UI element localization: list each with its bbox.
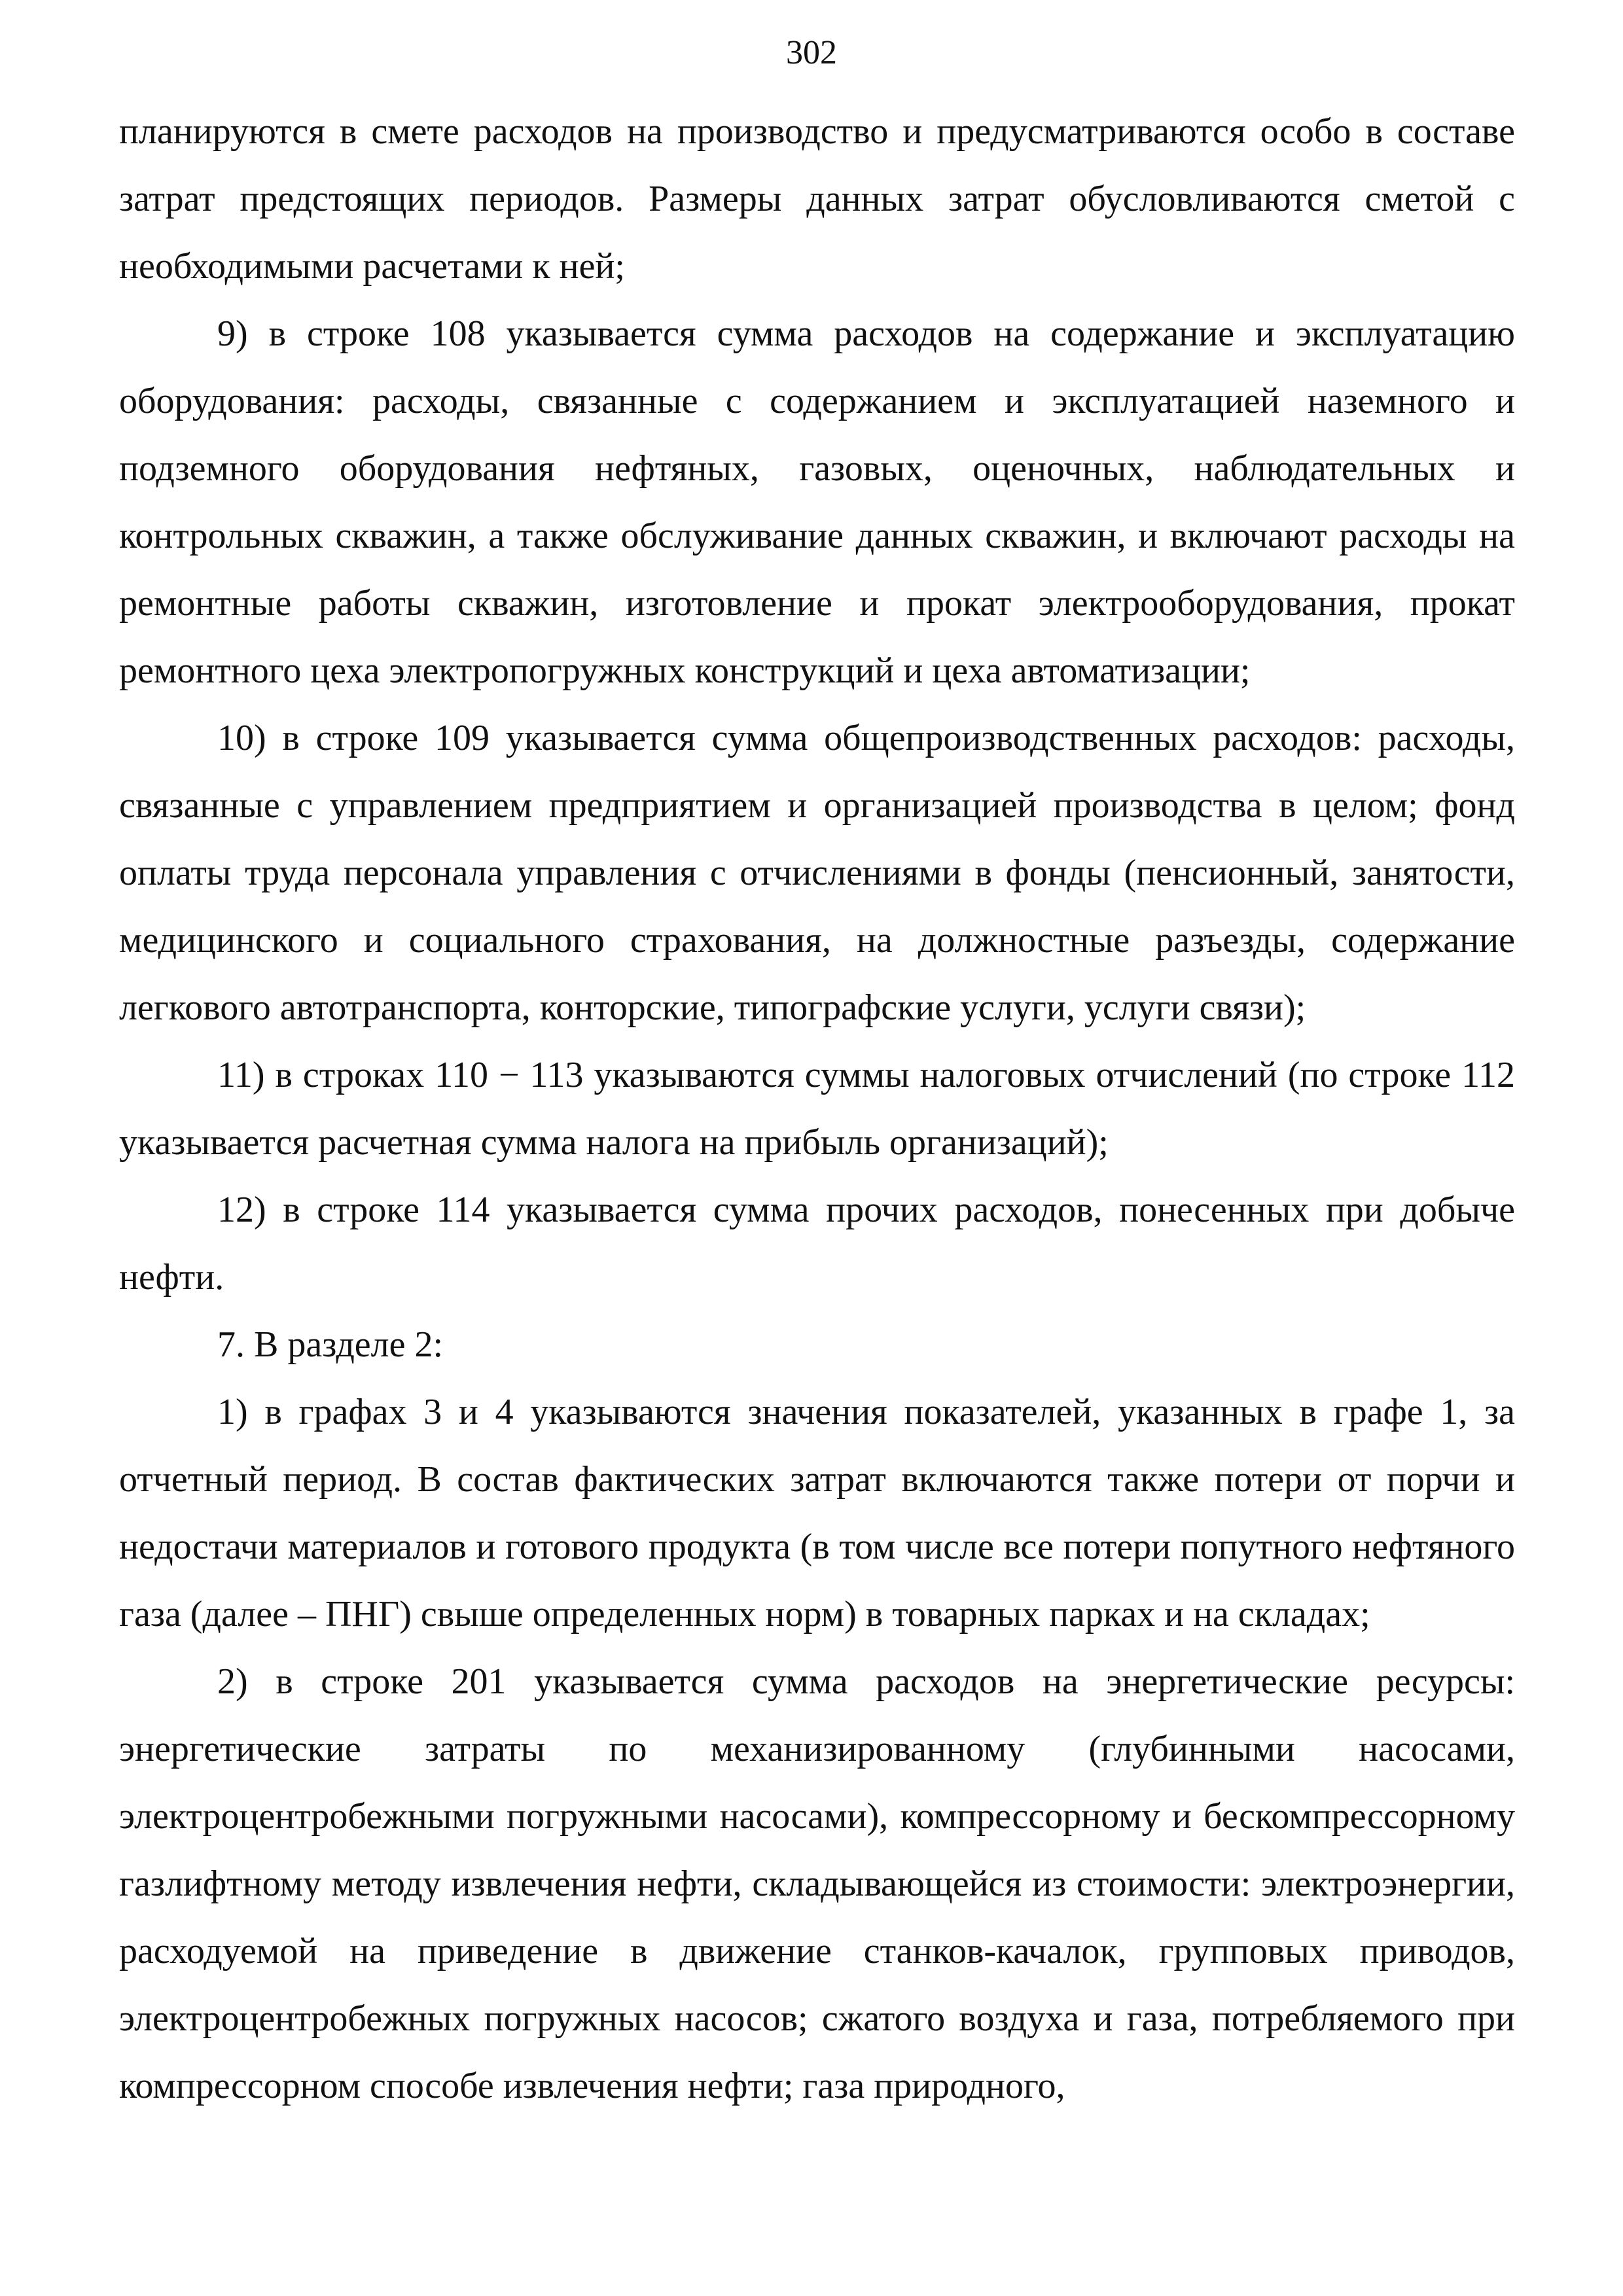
paragraph-6: 7. В разделе 2: [217, 1324, 444, 1365]
paragraph-2: 9) в строке 108 указывается сумма расходов на содержание и эксплуатацию оборудования: расходы, связанные с содержанием и эксплуатацией наземного и подземного оборудования нефтяных, газовых, оценочных, наблюдательных и контрольных скважин, а также обслуживание данных скважин, и включают расходы на ремонтные работы скважин, изготовление и прокат электрооборудования, прокат ремонтного цеха электропогружных конструкций и цеха автоматизации; [119, 313, 1515, 691]
paragraph-1: планируются в смете расходов на производство и предусматриваются особо в составе затрат предстоящих периодов. Размеры данных затрат обусловливаются сметой с необходимыми расчетами к ней; [119, 111, 1515, 287]
page-number: 302 [786, 34, 837, 71]
paragraph-4: 11) в строках 110 − 113 указываются суммы налоговых отчислений (по строке 112 указывается расчетная сумма налога на прибыль организаций); [119, 1055, 1515, 1163]
document-body [119, 98, 1515, 2120]
paragraph-5: 12) в строке 114 указывается сумма прочих расходов, понесенных при добыче нефти. [119, 1190, 1515, 1298]
paragraph-7: 1) в графах 3 и 4 указываются значения показателей, указанных в графе 1, за отчетный период. В состав фактических затрат включаются также потери от порчи и недостачи материалов и готового продукта (в том числе все потери попутного нефтяного газа (далее – ПНГ) свыше определенных норм) в товарных парках и на складах; [119, 1392, 1515, 1634]
paragraph-8: 2) в строке 201 указывается сумма расходов на энергетические ресурсы: энергетические затраты по механизированному (глубинными насосами, электроцентробежными погружными насосами), компрессорному и бескомпрессорному газлифтному методу извлечения нефти, складывающейся из стоимости: электроэнергии, расходуемой на приведение в движение станков-качалок, групповых приводов, электроцентробежных погружных насосов; сжатого воздуха и газа, потребляемого при компрессорном способе извлечения нефти; газа природного, [119, 1661, 1515, 2106]
paragraph-3: 10) в строке 109 указывается сумма общепроизводственных расходов: расходы, связанные с управлением предприятием и организацией производства в целом; фонд оплаты труда персонала управления с отчислениями в фонды (пенсионный, занятости, медицинского и социального страхования, на должностные разъезды, содержание легкового автотранспорта, конторские, типографские услуги, услуги связи); [119, 718, 1515, 1028]
